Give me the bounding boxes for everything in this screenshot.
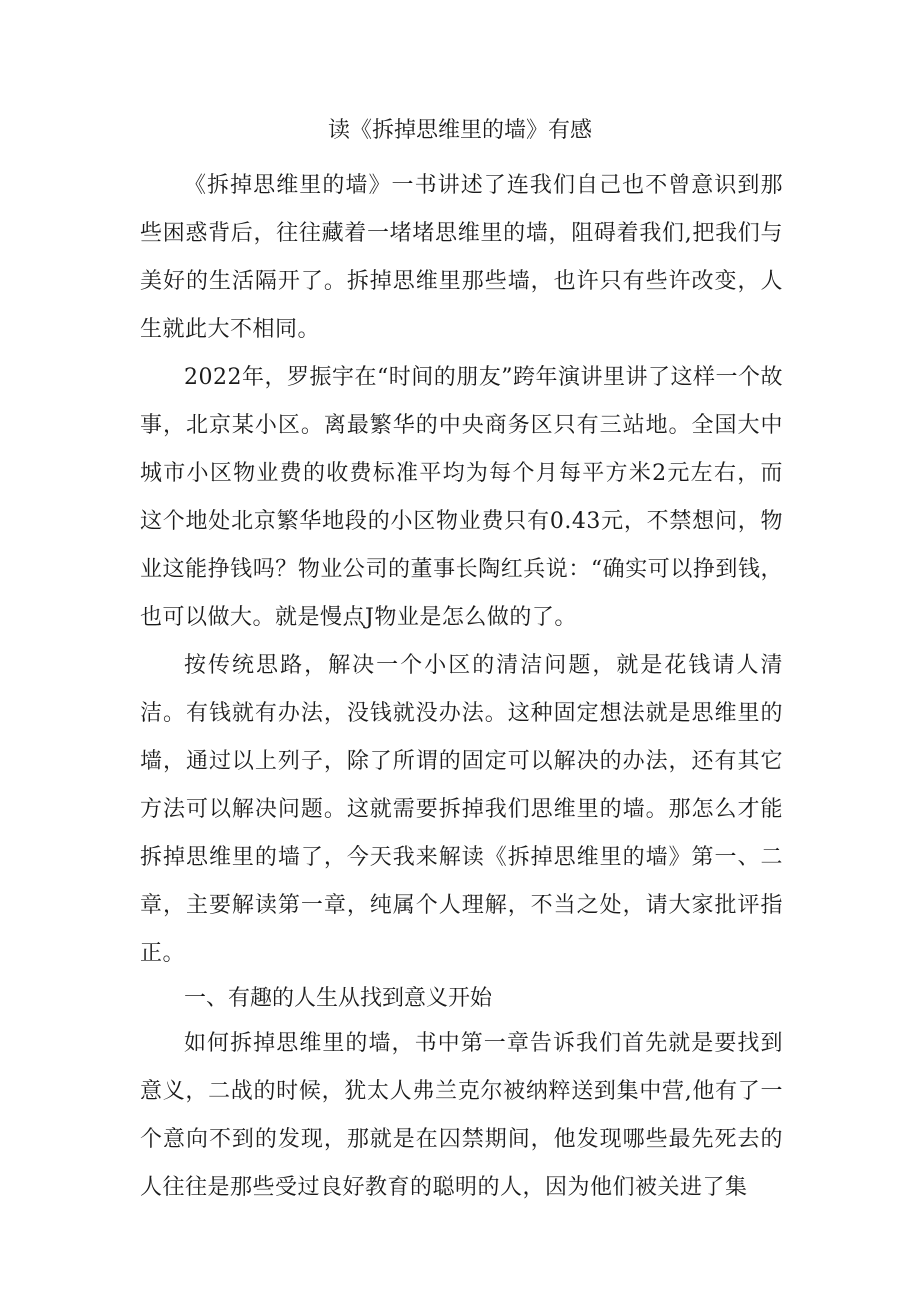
paragraph-intro: 《拆掉思维里的墙》一书讲述了连我们自己也不曾意识到那些困惑背后，往往藏着一堵堵思维里的墙，阻碍着我们,把我们与美好的生活隔开了。拆掉思维里那些墙，也许只有些许改变，人生就此大不相同。	[140, 173, 783, 342]
paragraph-analysis: 按传统思路，解决一个小区的清洁问题，就是花钱请人清洁。有钱就有办法，没钱就没办法。这种固定想法就是思维里的墙，通过以上列子，除了所谓的固定可以解决的办法，还有其它方法可以解决问题。这就需要拆掉我们思维里的墙。那怎么才能拆掉思维里的墙了，今天我来解读《拆掉思维里的墙》第一、二章，主要解读第一章，纯属个人理解，不当之处，请大家批评指正。	[140, 653, 783, 966]
paragraph-story: 2022年，罗振宇在“时间的朋友”跨年演讲里讲了这样一个故事，北京某小区。离最繁华的中央商务区只有三站地。全国大中城市小区物业费的收费标准平均为每个月每平方米2元左右，而这个地处北京繁华地段的小区物业费只有0.43元，不禁想问，物业这能挣钱吗？物业公司的董事长陶红兵说：“确实可以挣到钱，也可以做大。就是慢点J物业是怎么做的了。	[140, 365, 783, 630]
section-heading: 一、有趣的人生从找到意义开始	[184, 986, 493, 1011]
document-title: 读《拆掉思维里的墙》有感	[327, 118, 592, 143]
paragraph-section-one: 如何拆掉思维里的墙，书中第一章告诉我们首先就是要找到意义，二战的时候，犹太人弗兰克尔被纳粹送到集中营,他有了一个意向不到的发现，那就是在囚禁期间，他发现哪些最先死去的人往往是那些受过良好教育的聪明的人，因为他们被关进了集	[140, 1031, 783, 1200]
document-body	[140, 162, 783, 1212]
